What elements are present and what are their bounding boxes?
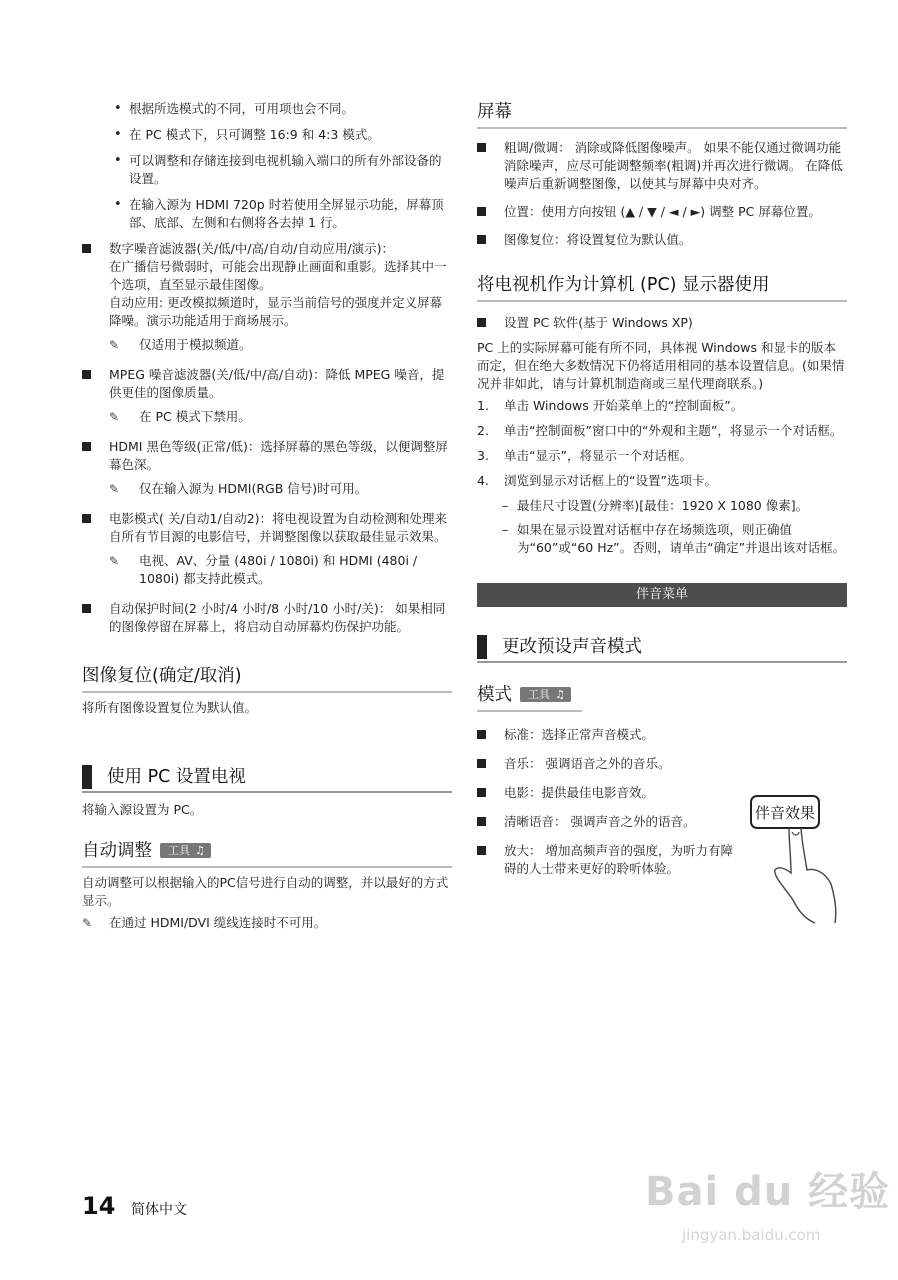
dash-mark: – bbox=[502, 498, 509, 513]
setting-item bbox=[82, 600, 452, 636]
section-bar bbox=[477, 635, 487, 659]
pc-monitor-title: 将电视机作为计算机 (PC) 显示器使用 bbox=[477, 273, 847, 302]
list-item bbox=[477, 813, 742, 831]
bullet-item bbox=[82, 100, 452, 118]
setting-item bbox=[82, 240, 452, 354]
step-number: 4. bbox=[477, 473, 489, 488]
bullet-text: 在输入源为 HDMI 720p 时若使用全屏显示功能，屏幕顶部、底部、左侧和右侧将各去掉 1 行。 bbox=[129, 197, 444, 230]
dash-item bbox=[477, 497, 847, 515]
list-item bbox=[477, 139, 847, 193]
hand-icon bbox=[775, 828, 836, 923]
pc-setup-item bbox=[477, 314, 847, 332]
screen-list bbox=[477, 139, 847, 249]
list-item bbox=[477, 726, 742, 744]
setting-item bbox=[82, 510, 452, 588]
note-icon: ✎ bbox=[82, 916, 93, 930]
square-bullet bbox=[477, 730, 486, 739]
step-item bbox=[477, 397, 847, 415]
dash-mark: – bbox=[502, 522, 509, 537]
list-item-text: 音乐： 强调语音之外的音乐。 bbox=[504, 756, 671, 771]
bullet-text: 在 PC 模式下，只可调整 16:9 和 4:3 模式。 bbox=[129, 127, 380, 142]
tool-tag bbox=[520, 687, 571, 702]
square-bullet bbox=[477, 143, 486, 152]
dash-item bbox=[477, 521, 847, 557]
preset-title bbox=[477, 635, 847, 663]
step-item bbox=[477, 472, 847, 490]
square-bullet bbox=[477, 817, 486, 826]
note-text: 电视、AV、分量 (480i / 1080i) 和 HDMI (480i / 1080i) 都支持此模式。 bbox=[139, 553, 418, 586]
pc-setup-text: 设置 PC 软件(基于 Windows XP) bbox=[504, 315, 693, 330]
list-item bbox=[477, 231, 847, 249]
square-bullet bbox=[477, 846, 486, 855]
page-number: 14 bbox=[82, 1192, 116, 1220]
list-item-text: 清晰语音： 强调声音之外的语音。 bbox=[504, 814, 696, 829]
fingernail-icon bbox=[792, 832, 799, 835]
watermark-logo: Bai du 经验 bbox=[645, 1169, 891, 1215]
pc-section bbox=[82, 765, 452, 819]
bullet-dot: • bbox=[114, 197, 122, 212]
bullet-item bbox=[82, 196, 452, 232]
list-item-text: 放大： 增加高频声音的强度，为听力有障碍的人士带来更好的聆听体验。 bbox=[504, 843, 733, 876]
section-bar bbox=[82, 765, 92, 789]
square-bullet bbox=[82, 514, 91, 523]
note-text: 在 PC 模式下禁用。 bbox=[139, 409, 251, 424]
setting-text: 电影模式( 关/自动1/自动2)：将电视设置为自动检测和处理来自所有节目源的电影信号，并调整图像以获取最佳显示效果。 bbox=[109, 511, 448, 544]
list-item bbox=[477, 842, 742, 878]
left-column bbox=[82, 100, 452, 932]
list-item bbox=[477, 784, 742, 802]
reset-desc: 将所有图像设置复位为默认值。 bbox=[82, 700, 258, 715]
square-bullet bbox=[477, 788, 486, 797]
list-item-text: 粗调/微调： 消除或降低图像噪声。 如果不能仅通过微调功能消除噪声，应尽可能调整频率(粗调)并再次进行微调。 在降低噪声后重新调整图像，以使其与屏幕中央对齐。 bbox=[504, 140, 843, 191]
auto-title bbox=[82, 839, 452, 868]
step-item bbox=[477, 422, 847, 440]
setting-note bbox=[82, 552, 452, 588]
list-item-text: 图像复位：将设置复位为默认值。 bbox=[504, 232, 692, 247]
bullet-item bbox=[82, 126, 452, 144]
step-item bbox=[477, 447, 847, 465]
bullet-text: 可以调整和存储连接到电视机输入端口的所有外部设备的设置。 bbox=[129, 153, 442, 186]
square-bullet bbox=[477, 318, 486, 327]
list-item bbox=[477, 203, 847, 221]
square-bullet bbox=[82, 442, 91, 451]
step-list bbox=[477, 397, 847, 490]
reset-section bbox=[82, 664, 452, 717]
mode-list bbox=[477, 726, 742, 878]
remote-button-hand-illustration bbox=[745, 788, 845, 928]
footer-language: 简体中文 bbox=[131, 1202, 187, 1218]
list-item-text: 标准：选择正常声音模式。 bbox=[504, 727, 655, 742]
tool-tag bbox=[160, 843, 211, 858]
step-number: 3. bbox=[477, 448, 489, 463]
note-icon: ✎ bbox=[109, 554, 120, 568]
tool-icon: ♫ bbox=[195, 844, 205, 857]
bullet-dot: • bbox=[114, 127, 122, 142]
right-column bbox=[477, 100, 847, 889]
square-bullet bbox=[477, 235, 486, 244]
reset-title: 图像复位(确定/取消) bbox=[82, 664, 452, 693]
top-bullet-list bbox=[82, 100, 452, 232]
setting-note bbox=[82, 480, 452, 498]
auto-desc: 自动调整可以根据输入的PC信号进行自动的调整，并以最好的方式显示。 bbox=[82, 875, 449, 908]
pc-intro: PC 上的实际屏幕可能有所不同，具体视 Windows 和显卡的版本而定，但在绝大多数情况下仍将适用相同的基本设置信息。(如果情况并非如此，请与计算机制造商或三星代理商联系。) bbox=[477, 340, 845, 391]
step-text: 单击“控制面板”窗口中的“外观和主题”，将显示一个对话框。 bbox=[504, 423, 843, 438]
dash-list bbox=[477, 497, 847, 557]
setting-text: 自动保护时间(2 小时/4 小时/8 小时/10 小时/关)： 如果相同的图像停留在屏幕上，将启动自动屏幕灼伤保护功能。 bbox=[109, 601, 446, 634]
square-bullet bbox=[82, 370, 91, 379]
tool-icon: ♫ bbox=[555, 688, 565, 701]
preset-title-text: 更改预设声音模式 bbox=[502, 637, 642, 657]
auto-title-text: 自动调整 bbox=[82, 841, 152, 861]
step-text: 单击“显示”，将显示一个对话框。 bbox=[504, 448, 692, 463]
auto-note-text: 在通过 HDMI/DVI 缆线连接时不可用。 bbox=[109, 915, 327, 930]
bullet-item bbox=[82, 152, 452, 188]
bullet-text: 根据所选模式的不同，可用项也会不同。 bbox=[129, 101, 355, 116]
setting-note bbox=[82, 408, 452, 426]
dash-text: 如果在显示设置对话框中存在场频选项，则正确值为“60”或“60 Hz”。否则，请单击“确定”并退出该对话框。 bbox=[517, 522, 846, 555]
setting-text: MPEG 噪音滤波器(关/低/中/高/自动)：降低 MPEG 噪音，提供更佳的图像质量。 bbox=[109, 367, 445, 400]
square-bullet bbox=[477, 207, 486, 216]
setting-note bbox=[82, 336, 452, 354]
setting-item bbox=[82, 366, 452, 426]
setting-text: HDMI 黑色等级(正常/低)：选择屏幕的黑色等级，以便调整屏幕色深。 bbox=[109, 439, 448, 472]
tool-label: 工具 bbox=[528, 688, 550, 701]
list-item bbox=[477, 755, 742, 773]
step-number: 1. bbox=[477, 398, 489, 413]
pc-desc: 将输入源设置为 PC。 bbox=[82, 802, 203, 817]
setting-text: 数字噪音滤波器(关/低/中/高/自动/自动应用/演示)： 在广播信号微弱时，可能会出现静止画面和重影。选择其中一个选项，直至显示最佳图像。 自动应用: 更改模拟频道时，显示当前信号的强度并定义屏幕降噪。演示功能适用于商场展示。 bbox=[109, 241, 447, 328]
bullet-dot: • bbox=[114, 101, 122, 116]
list-item-text: 电影：提供最佳电影音效。 bbox=[504, 785, 655, 800]
note-text: 仅适用于模拟频道。 bbox=[139, 337, 252, 352]
sound-effect-button-label: 伴音效果 bbox=[754, 804, 816, 822]
step-text: 浏览到显示对话框上的“设置”选项卡。 bbox=[504, 473, 717, 488]
auto-section bbox=[82, 839, 452, 932]
list-item-text: 位置：使用方向按钮 (▲ / ▼ / ◄ / ►) 调整 PC 屏幕位置。 bbox=[504, 204, 821, 219]
watermark-url: jingyan.baidu.com bbox=[682, 1226, 821, 1244]
square-bullet bbox=[82, 604, 91, 613]
tool-label: 工具 bbox=[168, 844, 190, 857]
note-text: 仅在输入源为 HDMI(RGB 信号)时可用。 bbox=[139, 481, 368, 496]
bullet-dot: • bbox=[114, 153, 122, 168]
auto-note bbox=[82, 914, 452, 932]
square-bullet bbox=[82, 244, 91, 253]
pc-title-text: 使用 PC 设置电视 bbox=[107, 767, 246, 787]
step-text: 单击 Windows 开始菜单上的“控制面板”。 bbox=[504, 398, 744, 413]
setting-list bbox=[82, 240, 452, 636]
mode-title bbox=[477, 683, 582, 712]
step-number: 2. bbox=[477, 423, 489, 438]
square-bullet bbox=[477, 759, 486, 768]
sound-menu-banner: 伴音菜单 bbox=[477, 583, 847, 607]
screen-title: 屏幕 bbox=[477, 100, 847, 129]
dash-text: 最佳尺寸设置(分辨率)[最佳：1920 X 1080 像素]。 bbox=[517, 498, 809, 513]
note-icon: ✎ bbox=[109, 338, 120, 352]
pc-title bbox=[82, 765, 452, 793]
note-icon: ✎ bbox=[109, 482, 120, 496]
setting-item bbox=[82, 438, 452, 498]
note-icon: ✎ bbox=[109, 410, 120, 424]
mode-title-text: 模式 bbox=[477, 685, 512, 705]
